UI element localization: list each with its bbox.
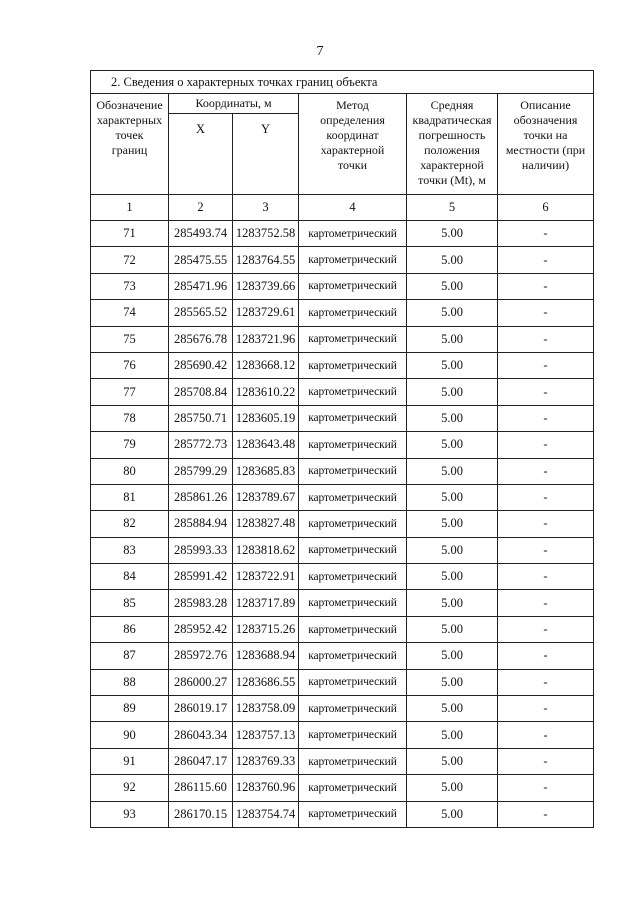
method-cell: картометрический [299,484,407,510]
x-coordinate-cell: 286047.17 [169,748,233,774]
header-description: Описание обозначения точки на местности (при наличии) [498,94,594,195]
x-coordinate-cell: 285708.84 [169,379,233,405]
table-row [91,537,594,563]
column-number: 4 [299,195,407,221]
x-coordinate-cell: 286170.15 [169,801,233,827]
description-cell: - [498,748,594,774]
method-cell: картометрический [299,775,407,801]
description-cell: - [498,590,594,616]
y-coordinate-cell: 1283769.33 [233,748,299,774]
x-coordinate-cell: 285884.94 [169,511,233,537]
header-y: Y [233,114,299,195]
header-x: X [169,114,233,195]
method-cell: картометрический [299,326,407,352]
accuracy-cell: 5.00 [407,669,498,695]
table-row [91,247,594,273]
method-cell: картометрический [299,748,407,774]
description-cell: - [498,775,594,801]
header-designation: Обозначение характерных точек границ [91,94,169,195]
y-coordinate-cell: 1283643.48 [233,432,299,458]
method-cell: картометрический [299,590,407,616]
table-row [91,273,594,299]
y-coordinate-cell: 1283668.12 [233,352,299,378]
description-cell: - [498,221,594,247]
y-coordinate-cell: 1283715.26 [233,616,299,642]
x-coordinate-cell: 285475.55 [169,247,233,273]
table-row [91,405,594,431]
description-cell: - [498,326,594,352]
y-coordinate-cell: 1283688.94 [233,643,299,669]
column-number: 3 [233,195,299,221]
description-cell: - [498,300,594,326]
point-number-cell: 92 [91,775,169,801]
x-coordinate-cell: 286000.27 [169,669,233,695]
method-cell: картометрический [299,616,407,642]
table-row [91,616,594,642]
method-cell: картометрический [299,537,407,563]
method-cell: картометрический [299,801,407,827]
method-cell: картометрический [299,669,407,695]
table-row [91,379,594,405]
description-cell: - [498,696,594,722]
point-number-cell: 78 [91,405,169,431]
x-coordinate-cell: 285991.42 [169,564,233,590]
y-coordinate-cell: 1283789.67 [233,484,299,510]
table-row [91,801,594,827]
column-number-row [91,195,594,221]
accuracy-cell: 5.00 [407,352,498,378]
description-cell: - [498,722,594,748]
table-row [91,511,594,537]
point-number-cell: 77 [91,379,169,405]
method-cell: картометрический [299,379,407,405]
description-cell: - [498,273,594,299]
column-number: 6 [498,195,594,221]
method-cell: картометрический [299,564,407,590]
table-row [91,775,594,801]
y-coordinate-cell: 1283754.74 [233,801,299,827]
accuracy-cell: 5.00 [407,484,498,510]
description-cell: - [498,616,594,642]
header-method: Метод определения координат характерной точки [299,94,407,195]
point-number-cell: 86 [91,616,169,642]
table-row [91,722,594,748]
point-number-cell: 79 [91,432,169,458]
y-coordinate-cell: 1283764.55 [233,247,299,273]
x-coordinate-cell: 286019.17 [169,696,233,722]
table-row [91,458,594,484]
point-number-cell: 87 [91,643,169,669]
method-cell: картометрический [299,221,407,247]
description-cell: - [498,669,594,695]
table-row [91,643,594,669]
header-coordinates: Координаты, м [169,94,299,114]
y-coordinate-cell: 1283722.91 [233,564,299,590]
x-coordinate-cell: 285750.71 [169,405,233,431]
point-number-cell: 80 [91,458,169,484]
y-coordinate-cell: 1283760.96 [233,775,299,801]
accuracy-cell: 5.00 [407,273,498,299]
accuracy-cell: 5.00 [407,696,498,722]
table-row [91,590,594,616]
x-coordinate-cell: 285690.42 [169,352,233,378]
table-row [91,696,594,722]
x-coordinate-cell: 285972.76 [169,643,233,669]
method-cell: картометрический [299,247,407,273]
point-number-cell: 81 [91,484,169,510]
boundary-points-table [90,70,594,828]
y-coordinate-cell: 1283818.62 [233,537,299,563]
x-coordinate-cell: 285471.96 [169,273,233,299]
accuracy-cell: 5.00 [407,748,498,774]
table-row [91,748,594,774]
y-coordinate-cell: 1283827.48 [233,511,299,537]
y-coordinate-cell: 1283717.89 [233,590,299,616]
point-number-cell: 71 [91,221,169,247]
column-number: 2 [169,195,233,221]
point-number-cell: 90 [91,722,169,748]
table-row [91,300,594,326]
accuracy-cell: 5.00 [407,300,498,326]
column-number: 5 [407,195,498,221]
point-number-cell: 82 [91,511,169,537]
accuracy-cell: 5.00 [407,221,498,247]
method-cell: картометрический [299,643,407,669]
accuracy-cell: 5.00 [407,775,498,801]
x-coordinate-cell: 285983.28 [169,590,233,616]
accuracy-cell: 5.00 [407,326,498,352]
point-number-cell: 72 [91,247,169,273]
x-coordinate-cell: 285493.74 [169,221,233,247]
table-row [91,221,594,247]
description-cell: - [498,484,594,510]
table-row [91,326,594,352]
point-number-cell: 76 [91,352,169,378]
description-cell: - [498,352,594,378]
method-cell: картометрический [299,696,407,722]
description-cell: - [498,643,594,669]
x-coordinate-cell: 286043.34 [169,722,233,748]
accuracy-cell: 5.00 [407,432,498,458]
x-coordinate-cell: 286115.60 [169,775,233,801]
point-number-cell: 84 [91,564,169,590]
y-coordinate-cell: 1283739.66 [233,273,299,299]
y-coordinate-cell: 1283729.61 [233,300,299,326]
table-row [91,669,594,695]
method-cell: картометрический [299,458,407,484]
point-number-cell: 73 [91,273,169,299]
point-number-cell: 83 [91,537,169,563]
accuracy-cell: 5.00 [407,722,498,748]
y-coordinate-cell: 1283610.22 [233,379,299,405]
y-coordinate-cell: 1283752.58 [233,221,299,247]
y-coordinate-cell: 1283685.83 [233,458,299,484]
accuracy-cell: 5.00 [407,537,498,563]
accuracy-cell: 5.00 [407,616,498,642]
point-number-cell: 85 [91,590,169,616]
method-cell: картометрический [299,511,407,537]
table-row [91,484,594,510]
description-cell: - [498,801,594,827]
x-coordinate-cell: 285676.78 [169,326,233,352]
point-number-cell: 88 [91,669,169,695]
section-title: 2. Сведения о характерных точках границ объекта [91,71,594,94]
x-coordinate-cell: 285799.29 [169,458,233,484]
description-cell: - [498,537,594,563]
accuracy-cell: 5.00 [407,564,498,590]
accuracy-cell: 5.00 [407,590,498,616]
header-accuracy: Средняя квадратическая погрешность положения характерной точки (Mt), м [407,94,498,195]
page-number: 7 [316,44,324,59]
point-number-cell: 89 [91,696,169,722]
method-cell: картометрический [299,405,407,431]
description-cell: - [498,511,594,537]
y-coordinate-cell: 1283605.19 [233,405,299,431]
description-cell: - [498,564,594,590]
description-cell: - [498,379,594,405]
x-coordinate-cell: 285861.26 [169,484,233,510]
accuracy-cell: 5.00 [407,801,498,827]
accuracy-cell: 5.00 [407,458,498,484]
table-row [91,432,594,458]
table-row [91,352,594,378]
accuracy-cell: 5.00 [407,379,498,405]
accuracy-cell: 5.00 [407,643,498,669]
method-cell: картометрический [299,300,407,326]
description-cell: - [498,432,594,458]
method-cell: картометрический [299,273,407,299]
y-coordinate-cell: 1283721.96 [233,326,299,352]
point-number-cell: 75 [91,326,169,352]
method-cell: картометрический [299,722,407,748]
description-cell: - [498,247,594,273]
y-coordinate-cell: 1283758.09 [233,696,299,722]
y-coordinate-cell: 1283686.55 [233,669,299,695]
y-coordinate-cell: 1283757.13 [233,722,299,748]
table-row [91,564,594,590]
accuracy-cell: 5.00 [407,405,498,431]
accuracy-cell: 5.00 [407,511,498,537]
x-coordinate-cell: 285993.33 [169,537,233,563]
x-coordinate-cell: 285565.52 [169,300,233,326]
point-number-cell: 93 [91,801,169,827]
x-coordinate-cell: 285952.42 [169,616,233,642]
column-number: 1 [91,195,169,221]
method-cell: картометрический [299,432,407,458]
method-cell: картометрический [299,352,407,378]
accuracy-cell: 5.00 [407,247,498,273]
point-number-cell: 91 [91,748,169,774]
description-cell: - [498,458,594,484]
point-number-cell: 74 [91,300,169,326]
description-cell: - [498,405,594,431]
x-coordinate-cell: 285772.73 [169,432,233,458]
